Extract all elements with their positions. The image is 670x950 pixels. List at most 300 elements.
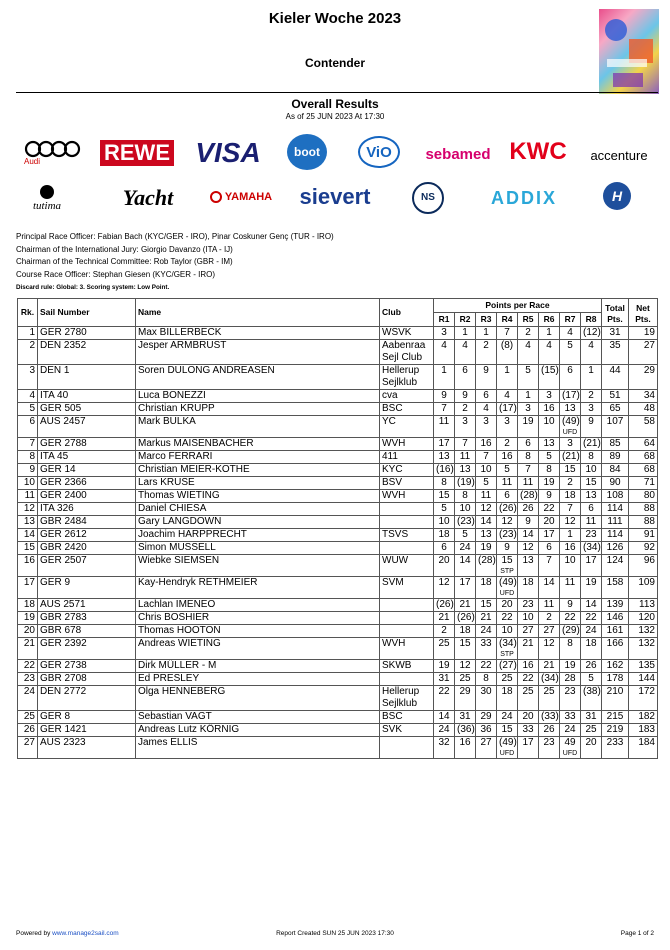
race-points-cell <box>455 599 476 612</box>
club-cell-text: KYC <box>382 464 403 475</box>
audi-logo <box>20 136 86 170</box>
race-points-cell <box>476 529 497 542</box>
rank-cell: 26 <box>18 724 38 737</box>
sailor-name-cell: Ed PRESLEY <box>136 673 380 686</box>
race-points-value: 4 <box>588 340 594 351</box>
class-name: Contender <box>305 56 365 70</box>
race-points-value: 3 <box>441 327 447 338</box>
sail-number-cell: GER 505 <box>38 403 136 416</box>
race-points-cell <box>434 464 455 477</box>
race-points-value: 11 <box>480 490 492 501</box>
club-cell <box>380 477 434 490</box>
race-points-cell <box>434 340 455 365</box>
race-points-cell <box>497 686 518 711</box>
race-points-value: (34) <box>583 542 601 553</box>
race-points-value: 8 <box>588 451 594 462</box>
race-points-value: 18 <box>564 490 576 501</box>
sebamed-logo <box>424 132 492 176</box>
race-points-cell <box>497 737 518 759</box>
club-cell <box>380 686 434 711</box>
race-points-cell <box>476 577 497 599</box>
sail-number-cell: GER 9 <box>38 577 136 599</box>
race-points-cell <box>581 555 602 577</box>
sail-number-cell: GBR 2783 <box>38 612 136 625</box>
sail-number-cell: DEN 2352 <box>38 340 136 365</box>
net-points-cell: 144 <box>629 673 658 686</box>
net-points-cell: 64 <box>629 438 658 451</box>
total-points-cell: 162 <box>602 660 629 673</box>
race-points-value: (23) <box>499 529 517 540</box>
race-points-cell <box>518 403 539 416</box>
race-points-value: (34) <box>499 638 517 649</box>
race-points-value: 22 <box>522 673 534 684</box>
race-points-cell <box>560 365 581 390</box>
rank-cell: 7 <box>18 438 38 451</box>
race-points-value: 19 <box>585 577 597 588</box>
club-cell-text: WVH <box>382 438 406 449</box>
rank-cell: 1 <box>18 327 38 340</box>
race-points-value: 7 <box>546 555 552 566</box>
race-points-cell <box>581 673 602 686</box>
net-points-cell: 132 <box>629 625 658 638</box>
race-points-cell <box>539 529 560 542</box>
race-points-cell <box>476 503 497 516</box>
race-points-value: 2 <box>588 390 594 401</box>
race-points-cell <box>518 724 539 737</box>
race-points-cell <box>560 577 581 599</box>
race-points-value: 31 <box>585 711 597 722</box>
race-points-cell <box>455 490 476 503</box>
race-points-value: 6 <box>504 490 510 501</box>
col-header-total: Total Pts. <box>602 299 629 327</box>
race-points-cell <box>560 555 581 577</box>
race-points-value: 33 <box>564 711 576 722</box>
race-points-cell <box>476 390 497 403</box>
sievert-wordmark: sievert <box>299 184 371 209</box>
club-cell <box>380 638 434 660</box>
race-points-value: 16 <box>480 438 492 449</box>
club-cell-text: BSC <box>382 403 403 414</box>
race-points-cell <box>476 438 497 451</box>
table-row <box>18 542 658 555</box>
race-points-value: (49) <box>499 737 517 748</box>
race-points-cell <box>581 365 602 390</box>
race-points-cell <box>539 638 560 660</box>
race-points-value: 19 <box>522 416 534 427</box>
race-points-cell <box>539 542 560 555</box>
race-points-cell <box>560 327 581 340</box>
race-points-value: 8 <box>441 477 447 488</box>
race-points-cell <box>497 503 518 516</box>
race-points-value: 2 <box>483 340 489 351</box>
race-points-value: 11 <box>501 477 513 488</box>
net-points-cell: 27 <box>629 340 658 365</box>
race-points-value: 12 <box>480 503 492 514</box>
sailor-name-cell: Sebastian VAGT <box>136 711 380 724</box>
race-points-value: 14 <box>438 711 450 722</box>
race-points-value: 21 <box>480 612 492 623</box>
rank-cell: 16 <box>18 555 38 577</box>
race-points-cell <box>455 503 476 516</box>
race-points-cell <box>497 599 518 612</box>
sail-number-cell: AUS 2457 <box>38 416 136 438</box>
sailor-name-cell: Andreas Lutz KÖRNIG <box>136 724 380 737</box>
race-points-value: 4 <box>483 403 489 414</box>
col-header-race: R6 <box>539 313 560 327</box>
sailor-name-cell: Daniel CHIESA <box>136 503 380 516</box>
col-header-race: R3 <box>476 313 497 327</box>
race-points-cell <box>434 625 455 638</box>
race-points-cell <box>497 365 518 390</box>
race-points-cell <box>455 555 476 577</box>
race-points-cell <box>497 490 518 503</box>
race-points-value: 18 <box>438 529 450 540</box>
race-points-cell <box>476 599 497 612</box>
race-points-value: 25 <box>543 686 555 697</box>
penalty-code: STP <box>500 651 514 658</box>
race-points-cell <box>518 490 539 503</box>
race-points-value: (26) <box>436 599 454 610</box>
sail-number-cell: GER 2507 <box>38 555 136 577</box>
race-points-value: (21) <box>583 438 601 449</box>
race-points-value: 23 <box>564 686 576 697</box>
manage2sail-link[interactable]: www.manage2sail.com <box>52 930 119 937</box>
sail-number-cell: GBR 2420 <box>38 542 136 555</box>
race-points-value: 4 <box>546 340 552 351</box>
race-points-value: 1 <box>546 327 552 338</box>
net-points-cell: 88 <box>629 516 658 529</box>
race-points-value: 21 <box>438 612 450 623</box>
table-row <box>18 737 658 759</box>
race-points-value: 3 <box>588 403 594 414</box>
race-points-value: 15 <box>585 477 597 488</box>
rank-cell: 23 <box>18 673 38 686</box>
race-points-cell <box>476 724 497 737</box>
table-row <box>18 490 658 503</box>
rank-cell: 2 <box>18 340 38 365</box>
table-row <box>18 451 658 464</box>
race-points-cell <box>560 477 581 490</box>
race-points-value: 25 <box>438 638 450 649</box>
race-points-cell <box>518 737 539 759</box>
race-points-cell <box>455 686 476 711</box>
col-header-race: R2 <box>455 313 476 327</box>
race-points-cell <box>434 365 455 390</box>
net-points-cell: 68 <box>629 451 658 464</box>
rank-cell: 5 <box>18 403 38 416</box>
club-cell <box>380 503 434 516</box>
race-points-value: 31 <box>438 673 450 684</box>
race-points-cell <box>539 555 560 577</box>
race-points-cell <box>581 503 602 516</box>
race-points-cell <box>497 390 518 403</box>
race-points-cell <box>497 673 518 686</box>
race-points-cell <box>455 660 476 673</box>
sailor-name-cell: Chris BOSHIER <box>136 612 380 625</box>
race-points-cell <box>518 516 539 529</box>
sailor-name-cell: Olga HENNEBERG <box>136 686 380 711</box>
table-row <box>18 724 658 737</box>
net-points-cell: 113 <box>629 599 658 612</box>
net-points-cell: 109 <box>629 577 658 599</box>
footer-powered-label: Powered by <box>16 930 53 937</box>
race-points-cell <box>476 686 497 711</box>
total-points-cell: 178 <box>602 673 629 686</box>
race-points-cell <box>476 464 497 477</box>
race-points-cell <box>560 464 581 477</box>
race-points-cell <box>455 451 476 464</box>
race-points-cell <box>434 451 455 464</box>
race-points-value: (16) <box>436 464 454 475</box>
race-points-cell <box>497 464 518 477</box>
rewe-logo <box>100 140 174 166</box>
race-points-cell <box>455 612 476 625</box>
boot-logo <box>287 134 327 170</box>
race-points-value: 22 <box>501 612 513 623</box>
race-points-value: (17) <box>562 390 580 401</box>
net-points-cell: 135 <box>629 660 658 673</box>
table-row <box>18 464 658 477</box>
club-cell <box>380 599 434 612</box>
race-points-cell <box>581 451 602 464</box>
race-points-value: 25 <box>585 724 597 735</box>
race-points-value: 13 <box>522 555 534 566</box>
sailor-name-cell: Markus MAISENBACHER <box>136 438 380 451</box>
race-points-cell <box>497 327 518 340</box>
sail-number-cell: GER 8 <box>38 711 136 724</box>
rank-cell: 24 <box>18 686 38 711</box>
race-points-value: 7 <box>441 403 447 414</box>
sailor-name-cell: Luca BONEZZI <box>136 390 380 403</box>
race-points-cell <box>518 503 539 516</box>
race-points-value: 18 <box>585 638 597 649</box>
race-points-value: 5 <box>504 464 510 475</box>
race-points-cell <box>518 416 539 438</box>
race-points-value: 24 <box>501 711 513 722</box>
race-points-cell <box>560 340 581 365</box>
total-points-cell: 84 <box>602 464 629 477</box>
table-row <box>18 438 658 451</box>
race-points-value: 6 <box>441 542 447 553</box>
race-points-value: 20 <box>501 599 513 610</box>
penalty-code: UFD <box>499 590 515 597</box>
race-points-cell <box>497 577 518 599</box>
race-points-value: 3 <box>546 390 552 401</box>
race-points-value: (29) <box>562 625 580 636</box>
total-points-cell: 161 <box>602 625 629 638</box>
sail-number-cell: GER 2788 <box>38 438 136 451</box>
table-row <box>18 686 658 711</box>
race-points-cell <box>476 612 497 625</box>
race-points-value: 2 <box>546 612 552 623</box>
total-points-cell: 215 <box>602 711 629 724</box>
race-points-value: 4 <box>462 340 468 351</box>
club-cell-text: WVH <box>382 490 406 501</box>
race-points-cell <box>455 327 476 340</box>
table-row <box>18 555 658 577</box>
total-points-cell: 114 <box>602 503 629 516</box>
race-points-value: 4 <box>504 390 510 401</box>
race-points-cell <box>518 340 539 365</box>
race-points-value: (23) <box>457 516 475 527</box>
table-row <box>18 625 658 638</box>
race-points-value: 19 <box>438 660 450 671</box>
table-row <box>18 711 658 724</box>
race-points-cell <box>434 612 455 625</box>
total-points-cell: 114 <box>602 529 629 542</box>
race-points-cell <box>581 490 602 503</box>
net-points-cell: 172 <box>629 686 658 711</box>
race-points-value: 24 <box>480 625 492 636</box>
race-points-cell <box>560 529 581 542</box>
race-points-cell <box>539 365 560 390</box>
race-points-cell <box>497 711 518 724</box>
race-points-cell <box>539 673 560 686</box>
club-cell <box>380 529 434 542</box>
rank-cell: 8 <box>18 451 38 464</box>
race-points-cell <box>539 612 560 625</box>
kwc-wordmark: KWC <box>509 138 567 165</box>
race-points-cell <box>476 403 497 416</box>
race-points-value: 6 <box>462 365 468 376</box>
race-points-cell <box>518 464 539 477</box>
net-points-cell: 132 <box>629 638 658 660</box>
net-points-cell: 29 <box>629 365 658 390</box>
race-points-cell <box>476 638 497 660</box>
race-points-value: 1 <box>504 365 510 376</box>
race-points-cell <box>434 529 455 542</box>
race-points-value: 10 <box>564 555 576 566</box>
race-points-value: 9 <box>441 390 447 401</box>
race-points-cell <box>434 686 455 711</box>
race-points-value: 29 <box>480 711 492 722</box>
total-points-cell: 126 <box>602 542 629 555</box>
penalty-code: UFD <box>562 750 578 757</box>
race-points-cell <box>455 477 476 490</box>
sailor-name-cell: Andreas WIETING <box>136 638 380 660</box>
rank-cell: 13 <box>18 516 38 529</box>
race-points-value: 17 <box>459 577 471 588</box>
rank-cell: 12 <box>18 503 38 516</box>
sailor-name-cell: Christian KRUPP <box>136 403 380 416</box>
club-cell-text: WUW <box>382 555 409 566</box>
vio-logo <box>358 136 400 168</box>
table-row <box>18 577 658 599</box>
race-points-value: 17 <box>522 737 534 748</box>
race-points-value: 23 <box>522 599 534 610</box>
race-points-value: 6 <box>546 542 552 553</box>
tutima-wordmark: tutima <box>32 199 62 212</box>
kwc-logo <box>505 136 571 168</box>
race-points-cell <box>581 542 602 555</box>
vio-wordmark: ViO <box>366 143 392 161</box>
race-points-value: 1 <box>441 365 447 376</box>
table-row <box>18 327 658 340</box>
table-row <box>18 416 658 438</box>
race-points-cell <box>434 711 455 724</box>
race-points-cell <box>497 516 518 529</box>
race-points-cell <box>539 438 560 451</box>
club-cell-text: WSVK <box>382 327 412 338</box>
sailor-name-cell: Thomas HOOTON <box>136 625 380 638</box>
col-header-race: R1 <box>434 313 455 327</box>
boot-wordmark: boot <box>294 145 320 159</box>
race-points-value: 3 <box>462 416 468 427</box>
race-points-value: (28) <box>478 555 496 566</box>
race-points-cell <box>581 638 602 660</box>
race-points-cell <box>434 490 455 503</box>
race-points-value: 21 <box>459 599 471 610</box>
race-points-value: 22 <box>543 503 555 514</box>
club-cell <box>380 438 434 451</box>
race-points-cell <box>539 503 560 516</box>
race-points-value: 30 <box>480 686 492 697</box>
race-points-cell <box>476 416 497 438</box>
race-points-cell <box>434 390 455 403</box>
race-points-cell <box>476 516 497 529</box>
race-points-value: 22 <box>480 660 492 671</box>
race-points-cell <box>560 390 581 403</box>
club-cell-text: 411 <box>382 451 398 462</box>
north-sails-logo <box>412 182 444 214</box>
race-points-cell <box>539 403 560 416</box>
club-cell <box>380 327 434 340</box>
footer-report-created: Report Created SUN 25 JUN 2023 17:30 <box>276 930 394 937</box>
sailor-name-cell: Lars KRUSE <box>136 477 380 490</box>
race-points-value: 1 <box>462 327 468 338</box>
race-points-cell <box>560 438 581 451</box>
race-points-cell <box>560 503 581 516</box>
race-points-cell <box>518 390 539 403</box>
race-points-cell <box>560 516 581 529</box>
race-points-cell <box>455 737 476 759</box>
sail-number-cell: GER 2780 <box>38 327 136 340</box>
race-points-value: 15 <box>564 464 576 475</box>
club-cell <box>380 660 434 673</box>
race-points-value: 25 <box>501 673 513 684</box>
sail-number-cell: ITA 40 <box>38 390 136 403</box>
net-points-cell: 120 <box>629 612 658 625</box>
race-points-value: 5 <box>588 673 594 684</box>
penalty-code: UFD <box>499 750 515 757</box>
race-points-cell <box>497 555 518 577</box>
sail-number-cell: GBR 678 <box>38 625 136 638</box>
total-points-cell: 139 <box>602 599 629 612</box>
race-points-value: 33 <box>522 724 534 735</box>
race-points-cell <box>434 577 455 599</box>
sail-number-cell: ITA 326 <box>38 503 136 516</box>
race-points-cell <box>434 555 455 577</box>
race-points-value: 19 <box>543 477 555 488</box>
race-points-value: 19 <box>564 660 576 671</box>
race-points-cell <box>560 711 581 724</box>
net-points-cell: 48 <box>629 403 658 416</box>
race-points-cell <box>581 416 602 438</box>
race-points-value: 5 <box>567 340 573 351</box>
club-cell <box>380 612 434 625</box>
race-points-cell <box>581 516 602 529</box>
race-points-cell <box>497 340 518 365</box>
rank-cell: 9 <box>18 464 38 477</box>
total-points-cell: 166 <box>602 638 629 660</box>
race-points-value: 12 <box>459 660 471 671</box>
table-row <box>18 365 658 390</box>
race-points-value: 11 <box>459 451 471 462</box>
race-points-value: 14 <box>585 599 597 610</box>
race-points-value: 6 <box>567 365 573 376</box>
club-cell-text: cva <box>382 390 398 401</box>
rank-cell: 22 <box>18 660 38 673</box>
